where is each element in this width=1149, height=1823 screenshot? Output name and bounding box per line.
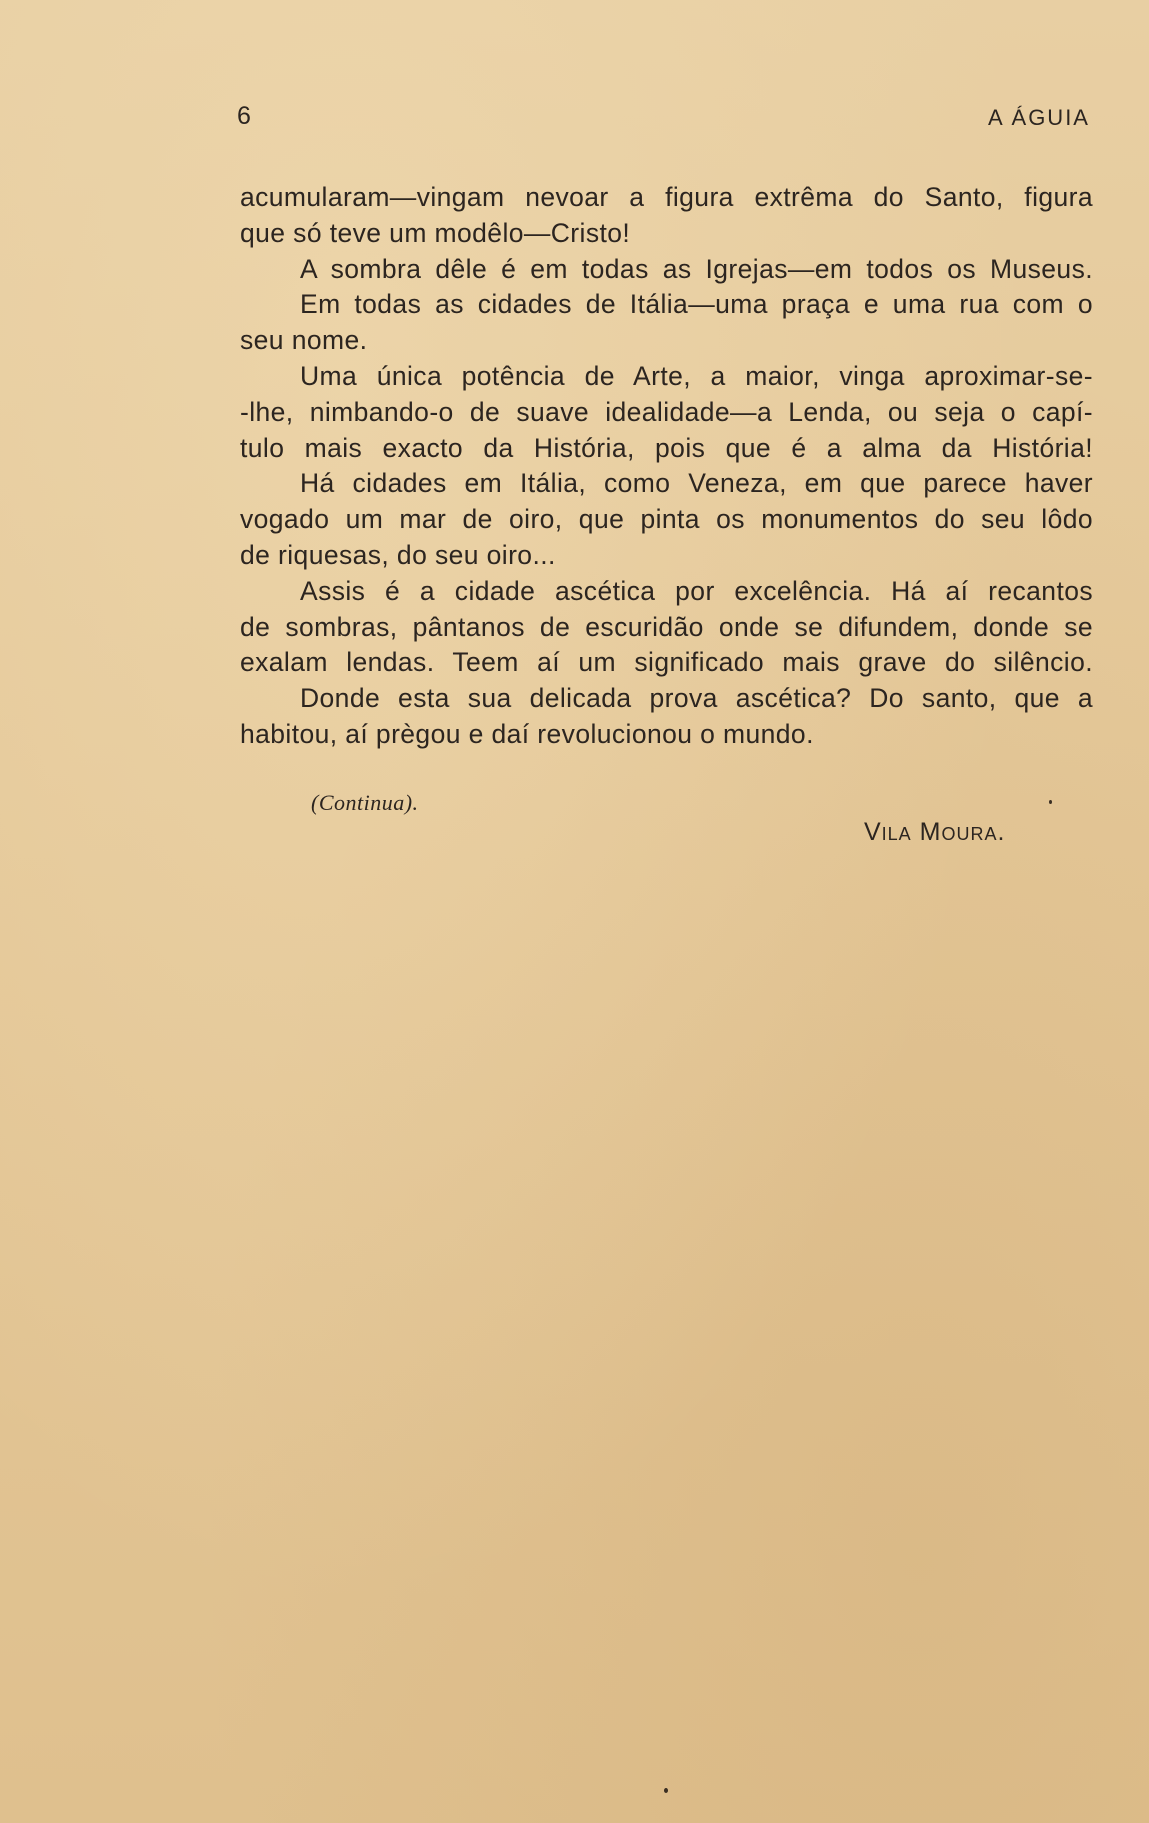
text-line: tulo mais exacto da História, pois que é a alma da História! xyxy=(240,432,1093,463)
text-line: Donde esta sua delicada prova ascética? Do santo, que a xyxy=(300,683,1093,714)
author-signature: Vila Moura. xyxy=(864,818,1006,846)
text-line: exalam lendas. Teem aí um significado mais grave do silêncio. xyxy=(240,647,1093,678)
paper-speck xyxy=(1049,800,1052,804)
text-line: A sombra dêle é em todas as Igrejas—em todos os Museus. xyxy=(300,253,1093,284)
text-line: Uma única potência de Arte, a maior, vinga aproximar-se- xyxy=(300,360,1093,391)
text-line: vogado um mar de oiro, que pinta os monumentos do seu lôdo xyxy=(240,504,1093,535)
text-line: seu nome. xyxy=(240,325,368,356)
text-line: Assis é a cidade ascética por excelência. Há aí recantos xyxy=(300,575,1093,606)
continuation-note: (Continua). xyxy=(311,790,419,815)
text-line: Em todas as cidades de Itália—uma praça e uma rua com o xyxy=(300,289,1093,320)
text-line: Há cidades em Itália, como Veneza, em que parece haver xyxy=(300,468,1093,499)
text-line: acumularam—vingam nevoar a figura extrêma do Santo, figura xyxy=(240,182,1093,212)
page-number: 6 xyxy=(237,102,252,130)
text-line: de sombras, pântanos de escuridão onde se difundem, donde se xyxy=(240,611,1093,642)
text-line: que só teve um modêlo—Cristo! xyxy=(240,217,631,248)
paper-speck xyxy=(664,1788,668,1793)
text-line: -lhe, nimbando-o de suave idealidade—a Lenda, ou seja o capí- xyxy=(240,396,1093,427)
text-line: habitou, aí prègou e daí revolucionou o mundo. xyxy=(240,718,814,749)
article-body xyxy=(240,180,1093,753)
running-title: A ÁGUIA xyxy=(987,105,1090,130)
text-line: de riquesas, do seu oiro... xyxy=(240,539,556,570)
